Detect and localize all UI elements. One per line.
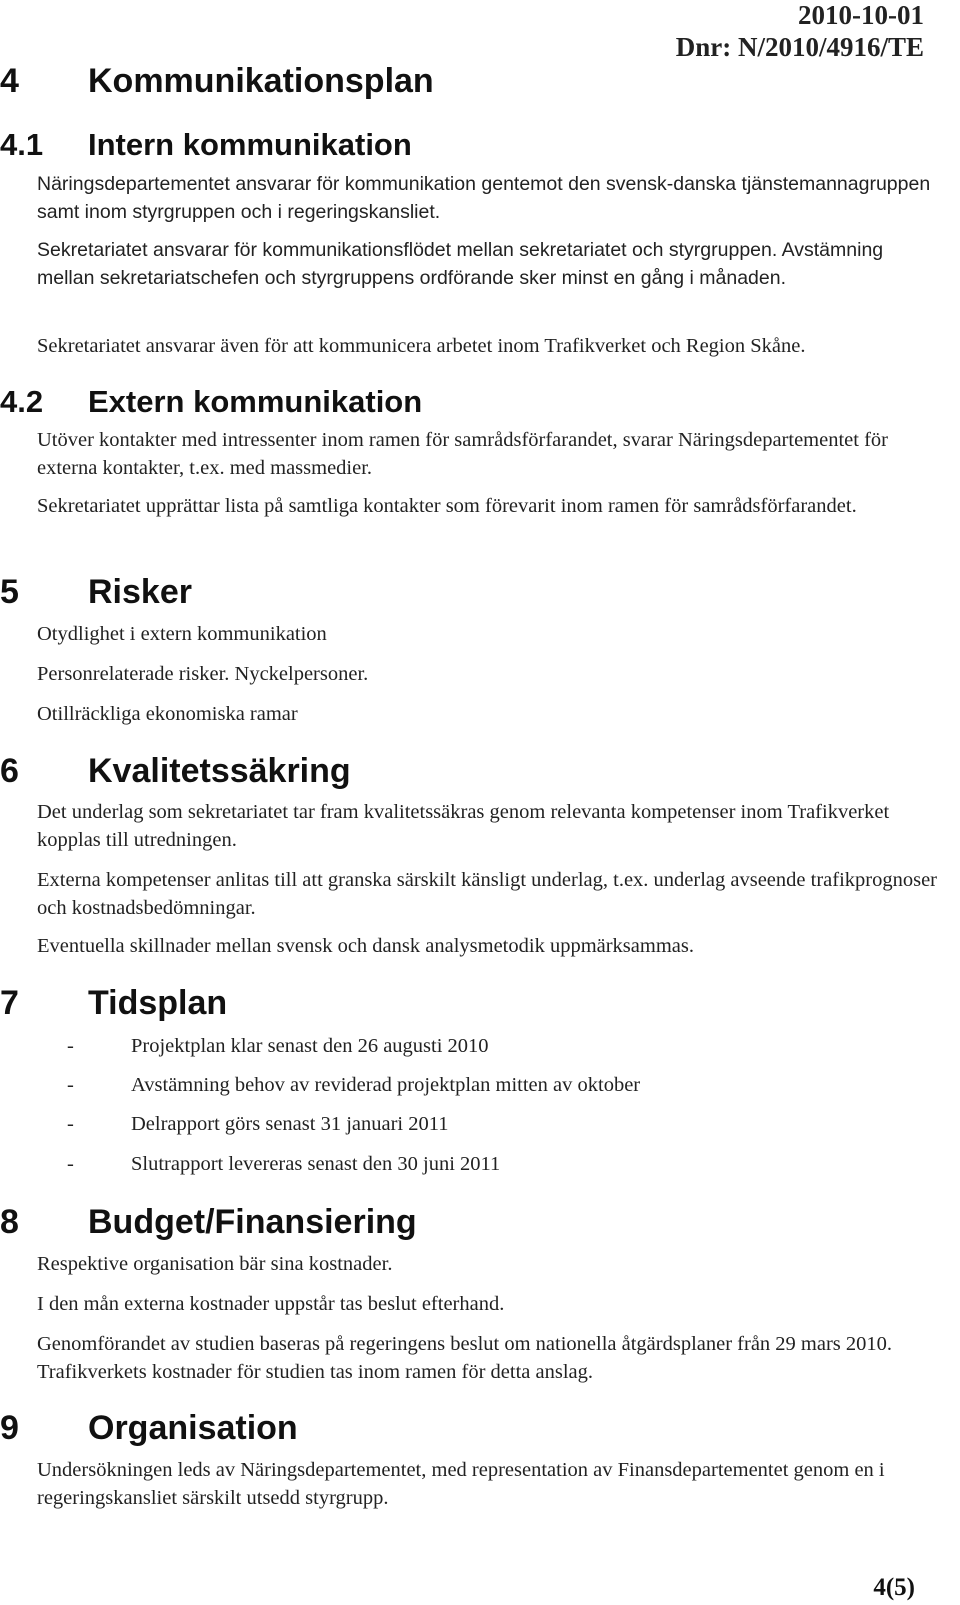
list-item-text: Delrapport görs senast 31 januari 2011 [131, 1113, 449, 1135]
list-dash: - [67, 1074, 74, 1096]
paragraph: Sekretariatet upprättar lista på samtliga kontakter som förevarit inom ramen för samrådsförfarandet. [37, 495, 857, 517]
list-item-text: Slutrapport levereras senast den 30 juni 2011 [131, 1153, 501, 1175]
list-dash: - [67, 1153, 74, 1175]
paragraph: Respektive organisation bär sina kostnader. [37, 1253, 393, 1275]
section-number: 5 [0, 573, 19, 611]
section-number: 4 [0, 62, 19, 100]
paragraph: Utöver kontakter med intressenter inom ramen för samrådsförfarandet, svarar Näringsdepartementet för externa kontakter, t.ex. med massmedier. [37, 429, 888, 479]
section-heading-6 [0, 754, 351, 788]
document-date: 2010-10-01 [798, 0, 924, 30]
section-number: 8 [0, 1203, 19, 1241]
section-heading-5 [0, 575, 192, 609]
document-reference: Dnr: N/2010/4916/TE [675, 32, 924, 62]
section-title: Risker [88, 573, 192, 611]
paragraph: Otillräckliga ekonomiska ramar [37, 703, 298, 725]
list-dash: - [67, 1113, 74, 1135]
list-item [67, 1032, 489, 1060]
section-heading-4-2 [0, 386, 422, 417]
paragraph: Undersökningen leds av Näringsdepartementet, med representation av Finansdepartementet genom en i regeringskansliet särskilt utsedd styrgrupp. [37, 1459, 885, 1509]
paragraph: Otydlighet i extern kommunikation [37, 623, 327, 645]
paragraph: Eventuella skillnader mellan svensk och dansk analysmetodik uppmärksammas. [37, 935, 694, 957]
section-heading-4 [0, 64, 434, 98]
paragraph: Sekretariatet ansvarar för kommunikationsflödet mellan sekretariatet och styrgruppen. Avstämning mellan sekretariatschefen och styrgruppens ordförande sker minst en gång i månaden. [37, 239, 884, 289]
list-item-text: Avstämning behov av reviderad projektplan mitten av oktober [131, 1074, 641, 1096]
paragraph: Genomförandet av studien baseras på regeringens beslut om nationella åtgärdsplaner från 29 mars 2010. Trafikverkets kostnader för studien tas inom ramen för detta anslag. [37, 1333, 893, 1383]
section-title: Tidsplan [88, 984, 228, 1022]
section-title: Extern kommunikation [88, 384, 423, 419]
section-number: 6 [0, 752, 19, 790]
section-number: 4.2 [0, 384, 44, 419]
list-item [67, 1150, 500, 1178]
section-heading-4-1 [0, 129, 412, 160]
section-title: Budget/Finansiering [88, 1203, 417, 1241]
section-number: 9 [0, 1409, 19, 1447]
section-heading-9 [0, 1411, 298, 1445]
section-heading-7 [0, 986, 227, 1020]
paragraph: Sekretariatet ansvarar även för att kommunicera arbetet inom Trafikverket och Region Skåne. [37, 335, 806, 357]
list-item [67, 1110, 448, 1138]
paragraph: Det underlag som sekretariatet tar fram kvalitetssäkras genom relevanta kompetenser inom Trafikverket kopplas till utredningen. [37, 801, 890, 851]
paragraph: Externa kompetenser anlitas till att granska särskilt känsligt underlag, t.ex. underlag avseende trafikprognoser och kostnadsbedömningar. [37, 869, 938, 919]
paragraph: Näringsdepartementet ansvarar för kommunikation gentemot den svensk-danska tjänstemannagruppen samt inom styrgruppen och i regeringskansliet. [37, 173, 931, 223]
section-title: Intern kommunikation [88, 127, 412, 162]
page-number: 4(5) [873, 1574, 915, 1601]
list-item-text: Projektplan klar senast den 26 augusti 2010 [131, 1035, 489, 1057]
section-title: Kvalitetssäkring [88, 752, 351, 790]
paragraph: Personrelaterade risker. Nyckelpersoner. [37, 663, 369, 685]
section-number: 7 [0, 984, 19, 1022]
section-title: Kommunikationsplan [88, 62, 434, 100]
list-item [67, 1071, 640, 1099]
list-dash: - [67, 1035, 74, 1057]
section-heading-8 [0, 1205, 417, 1239]
paragraph: I den mån externa kostnader uppstår tas beslut efterhand. [37, 1293, 505, 1315]
section-title: Organisation [88, 1409, 298, 1447]
section-number: 4.1 [0, 127, 44, 162]
